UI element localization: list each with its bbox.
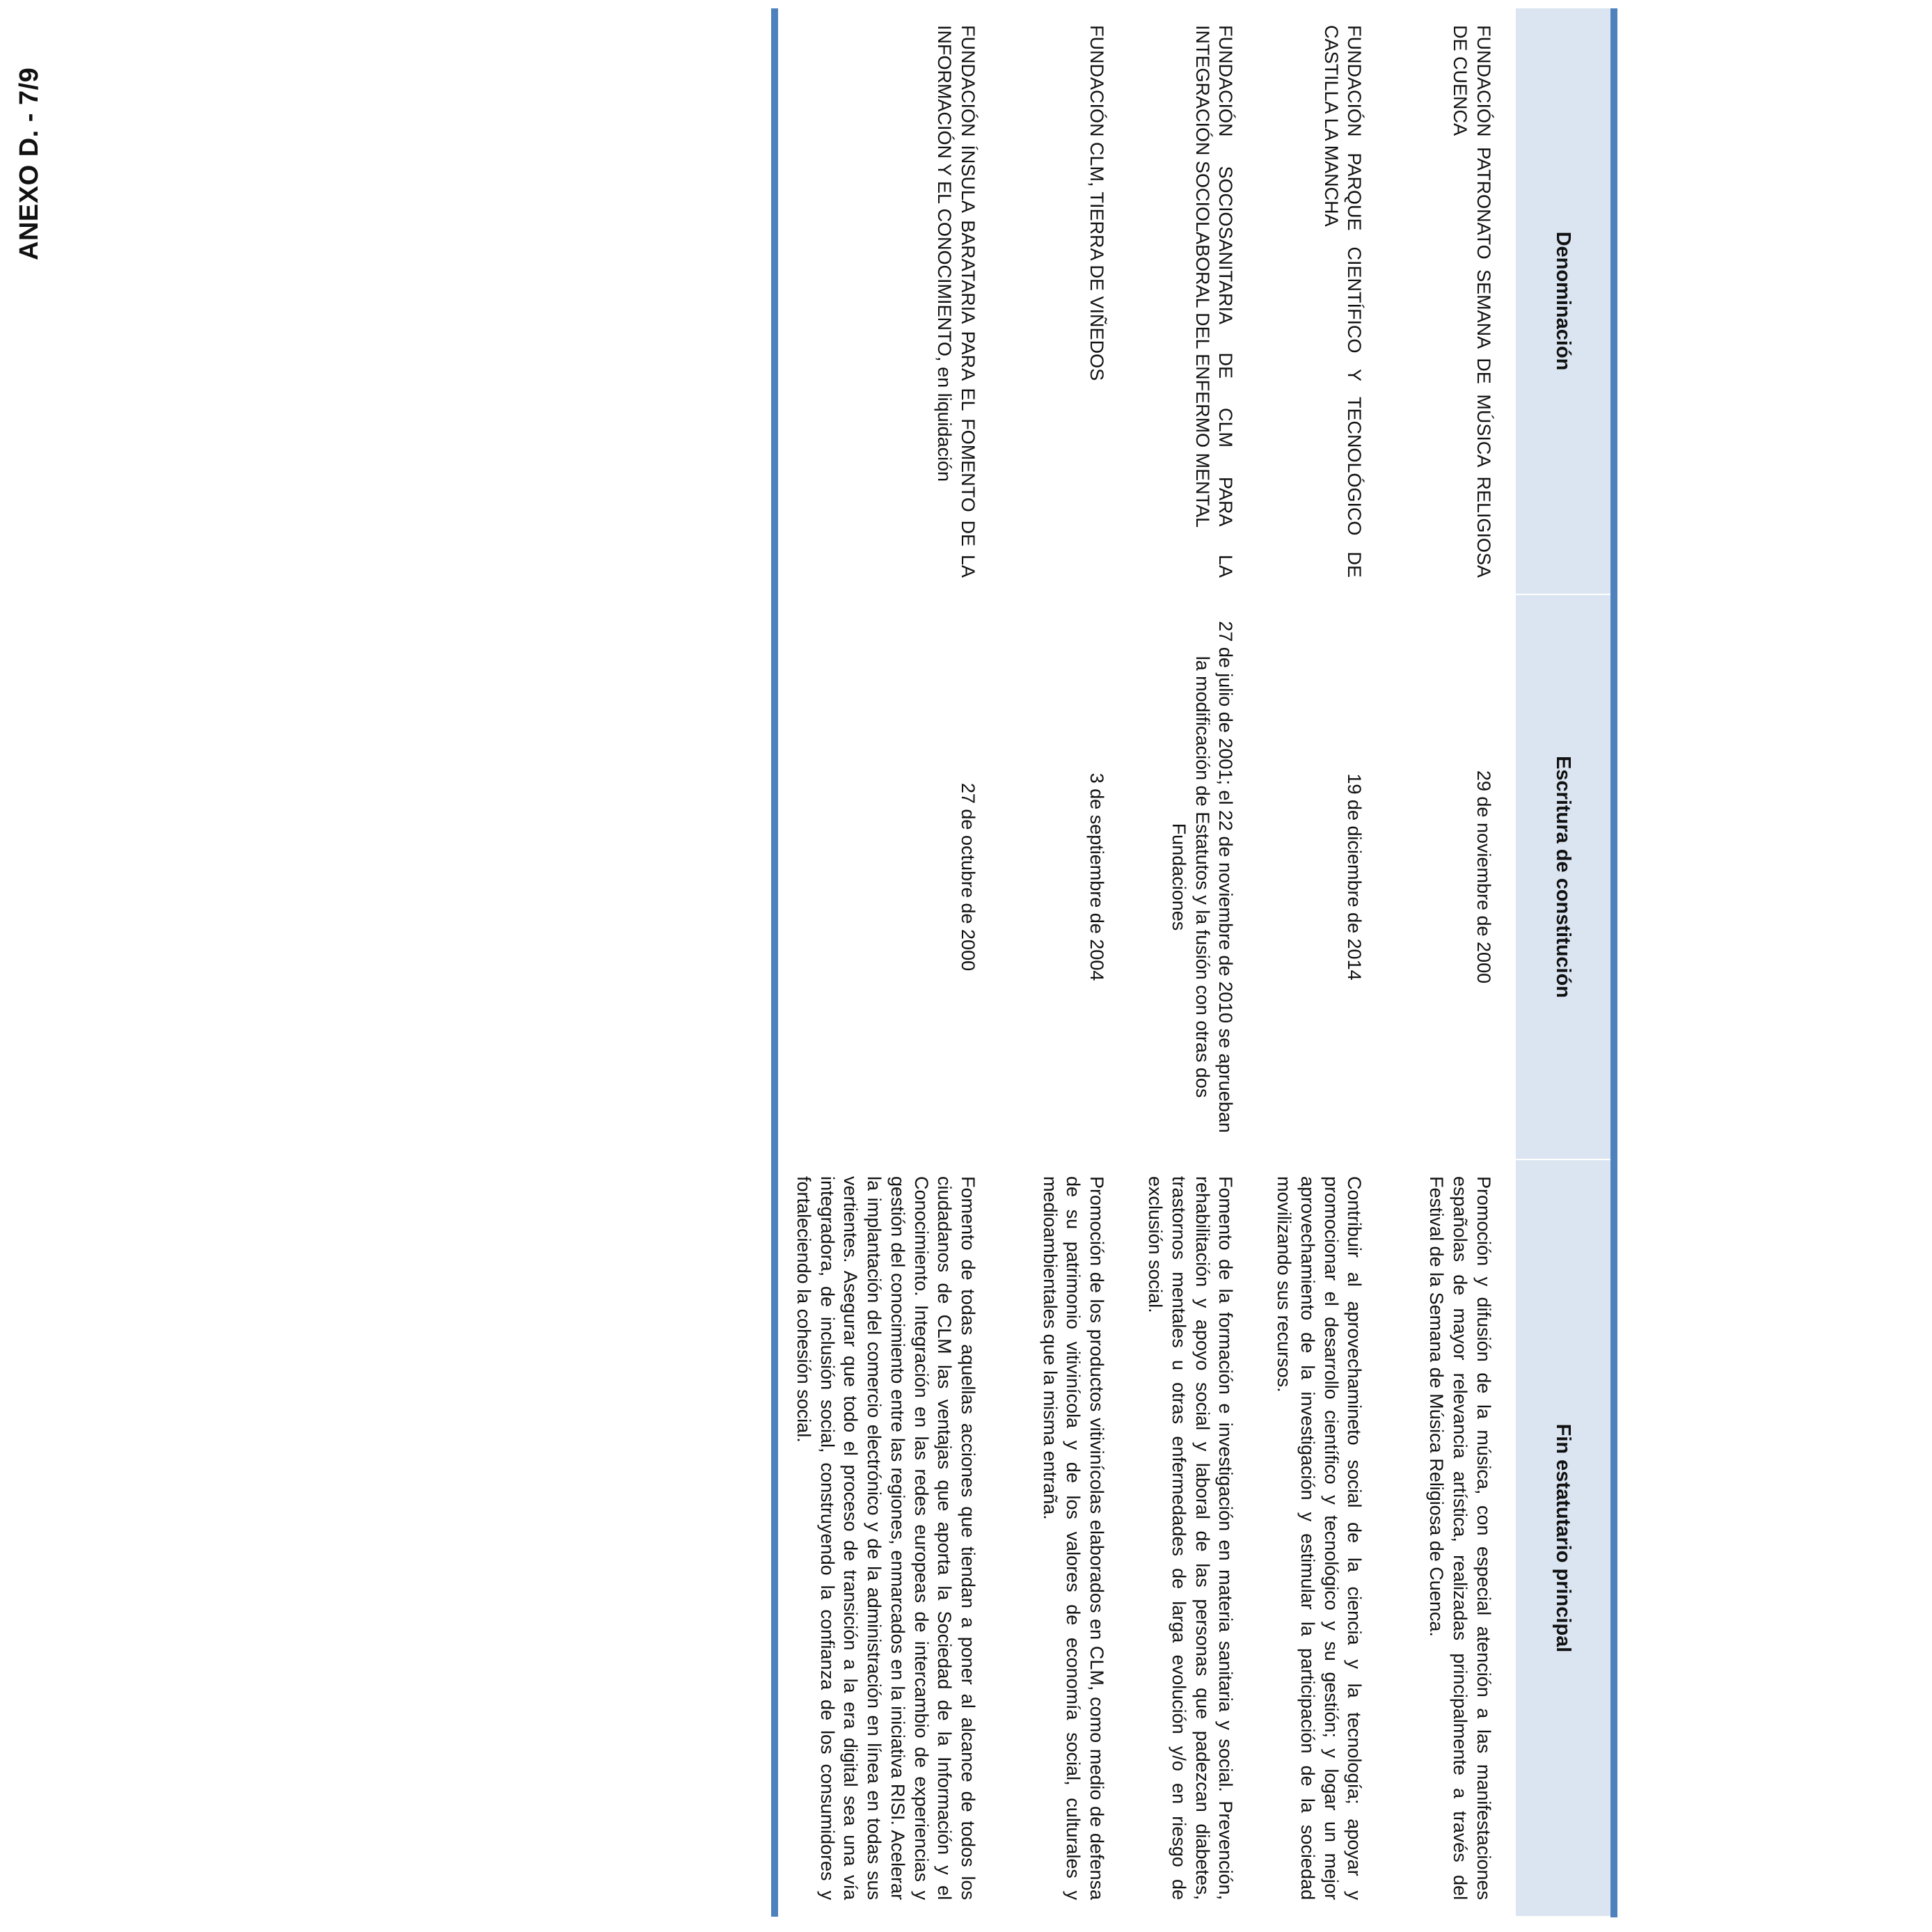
cell-denominacion: FUNDACIÓN CLM, TIERRA DE VIÑEDOS bbox=[1086, 25, 1108, 381]
rotated-table-container bbox=[452, 0, 1932, 1932]
table-row bbox=[1252, 8, 1381, 1917]
table-row bbox=[995, 8, 1123, 1917]
header-fin-estatutario: Fin estatutario principal bbox=[1516, 1159, 1614, 1917]
cell-escritura: 19 de diciembre de 2014 bbox=[1344, 773, 1365, 981]
cell-fin: Promoción de los productos vitivinícolas elaborados en CLM, como medio de defensa de su patrimonio vitivinícola y de los valores de economía social, culturales y medioambientales que la misma entraña. bbox=[1039, 1176, 1108, 1900]
cell-escritura: 3 de septiembre de 2004 bbox=[1086, 773, 1108, 981]
cell-escritura: 27 de julio de 2001; el 22 de noviembre de 2010 se aprueban la modificación de Estatutos y la fusión con otras dos Fundaciones bbox=[1168, 621, 1237, 1133]
header-escritura: Escritura de constitución bbox=[1516, 594, 1614, 1159]
table-row bbox=[1381, 8, 1516, 1917]
table-row bbox=[1123, 8, 1252, 1917]
cell-fin: Fomento de la formación e investigación en materia sanitaria y social. Prevención, rehabilitación y apoyo social y laboral de las personas que padezcan diabetes, trastornos mentales u otras enfermedades de larga evolución y/o en riesgo de exclusión social. bbox=[1145, 1176, 1237, 1900]
cell-denominacion: FUNDACIÓN PARQUE CIENTÍFICO Y TECNOLÓGICO DE CASTILLA LA MANCHA bbox=[1320, 25, 1365, 578]
header-denominacion: Denominación bbox=[1516, 8, 1614, 594]
cell-denominacion: FUNDACIÓN ÍNSULA BARATARIA PARA EL FOMENTO DE LA INFORMACIÓN Y EL CONOCIMIENTO, en liquidación bbox=[934, 25, 979, 578]
cell-fin: Promoción y difusión de la música, con especial atención a las manifestaciones españolas de mayor relevancia artística, realizadas principalmente a través del Festival de la Semana de Música Religiosa de Cuenca. bbox=[1426, 1176, 1494, 1900]
cell-fin: Fomento de todas aquellas acciones que tiendan a poner al alcance de todos los ciudadanos de CLM las ventajas que aporta la Sociedad de la Información y el Conocimiento. Integración en las redes europeas de intercambio de experiencias y gestión del conocimiento entre las regiones, enmarcados en la iniciativa RISI. Acelerar la implantación del comercio electrónico y de la administración en línea en todas sus vertientes. Asegurar que todo el proceso de transición a la era digital sea una vía integradora, de inclusión social, construyendo la confianza de los consumidores y fortaleciendo la cohesión social. bbox=[793, 1176, 979, 1900]
cell-fin: Contribuir al aprovechamineto social de la ciencia y la tecnología; apoyar y promocionar el desarrollo científico y tecnológico y su gestión; y logar un mejor aprovechamiento de la investigación y estimular la participación de la sociedad movilizando sus recursos. bbox=[1274, 1176, 1365, 1900]
annex-page-label: ANEXO D. - 7/9 bbox=[15, 67, 44, 260]
table-header-row bbox=[1516, 8, 1614, 1917]
cell-denominacion: FUNDACIÓN SOCIOSANITARIA DE CLM PARA LA INTEGRACIÓN SOCIOLABORAL DEL ENFERMO MENTAL bbox=[1191, 25, 1237, 578]
cell-escritura: 29 de noviembre de 2000 bbox=[1473, 770, 1494, 984]
table-row bbox=[775, 8, 995, 1917]
foundations-table bbox=[771, 8, 1617, 1917]
cell-escritura: 27 de octubre de 2000 bbox=[958, 782, 979, 972]
cell-denominacion: FUNDACIÓN PATRONATO SEMANA DE MÚSICA RELIGIOSA DE CUENCA bbox=[1450, 25, 1494, 578]
